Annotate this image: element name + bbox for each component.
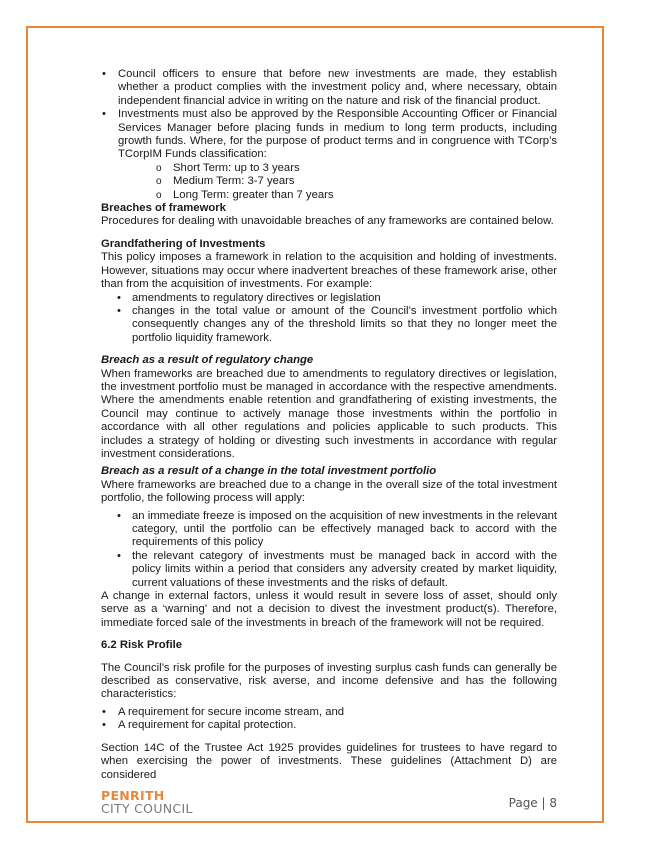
grandfathering-list <box>101 292 557 346</box>
list-item: • A requirement for secure income stream, and <box>101 706 557 719</box>
terms-sublist <box>118 162 557 202</box>
bullet-text: Council officers to ensure that before new investments are made, they establish whether a product complies with the investment policy and, where necessary, obtain independent financial advice in writing on the nature and risk of the financial product. <box>118 68 557 107</box>
risk-profile-after: Section 14C of the Trustee Act 1925 provides guidelines for trustees to have regard to when exercising the power of investments. These guidelines (Attachment D) are considered <box>101 741 557 781</box>
portfolio-change-list <box>101 510 557 590</box>
top-bullet-list <box>101 68 557 202</box>
page-number: Page | 8 <box>508 796 557 810</box>
list-item: • an immediate freeze is imposed on the acquisition of new investments in the relevant category, until the portfolio can be effectively managed back to accord with the requirements of this policy <box>101 510 557 550</box>
list-item: • changes in the total value or amount of the Council’s investment portfolio which consequently changes any of the threshold limits so that they no longer meet the portfolio liquidity framework. <box>101 305 557 345</box>
risk-profile-list <box>101 706 557 733</box>
risk-profile-heading: 6.2 Risk Profile <box>101 639 182 652</box>
portfolio-change-text: Where frameworks are breached due to a change in the overall size of the total investment portfolio, the following process will apply: <box>101 478 557 505</box>
logo-line1: PENRITH <box>101 788 165 803</box>
term-item: o Short Term: up to 3 years <box>118 162 557 175</box>
list-item: • amendments to regulatory directives or legislation <box>101 292 557 305</box>
breaches-heading: Breaches of framework <box>101 202 226 215</box>
regulatory-text: When frameworks are breached due to amendments to regulatory directives or legislation, the investment portfolio must be managed in accordance with the respective amendments. Where the amendments enable retention and grandfathering of existing investments, the Council may continue to actively manage those investments within the portfolio in accordance with all other regulations and policies applicable to such products. This includes a strategy of holding or divesting such investments in accordance with regular investment considerations. <box>101 367 557 460</box>
document-body <box>101 68 557 782</box>
term-item: o Medium Term: 3-7 years <box>118 175 557 188</box>
penrith-city-council-logo <box>101 789 193 815</box>
breaches-text: Procedures for dealing with unavoidable breaches of any frameworks are contained below. <box>101 215 554 228</box>
logo-line2: CITY COUNCIL <box>101 801 193 816</box>
regulatory-heading: Breach as a result of regulatory change <box>101 354 314 367</box>
list-item: • the relevant category of investments must be managed back in accord with the policy limits within a period that considers any adversity created by market liquidity, current valuations of these investments and the risks of default. <box>101 550 557 590</box>
term-item: o Long Term: greater than 7 years <box>118 189 557 202</box>
list-item: • A requirement for capital protection. <box>101 719 557 732</box>
portfolio-change-after: A change in external factors, unless it would result in severe loss of asset, should only serve as a ‘warning’ and not a decision to divest the investment product(s). Therefore, immediate forced sale of the investments in breach of the framework will not be required. <box>101 590 557 629</box>
bullet-text: Investments must also be approved by the Responsible Accounting Officer or Financial Services Manager before placing funds in medium to long term products, including growth funds. Where, for the purpose of product terms and in congruence with TCorp’s TCorpIM Funds classification: <box>118 108 557 161</box>
list-item <box>101 68 557 108</box>
grandfathering-heading: Grandfathering of Investments <box>101 237 266 250</box>
list-item <box>101 108 557 202</box>
grandfathering-text: This policy imposes a framework in relation to the acquisition and holding of investments. However, situations may occur where inadvertent breaches of these framework arise, other than from the acquisition of investments. For example: <box>101 251 557 291</box>
risk-profile-text: The Council’s risk profile for the purposes of investing surplus cash funds can generally be described as conservative, risk averse, and income defensive and has the following characteristics: <box>101 661 557 701</box>
portfolio-change-heading: Breach as a result of a change in the total investment portfolio <box>101 465 437 478</box>
